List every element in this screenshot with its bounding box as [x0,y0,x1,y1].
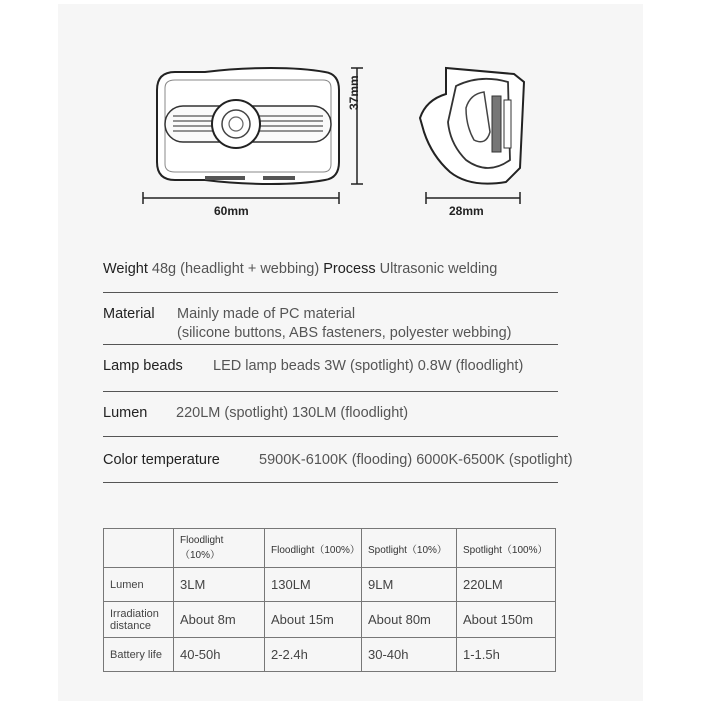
weight-label: Weight [103,261,148,277]
table-cell: About 15m [265,602,362,638]
table-cell: 40-50h [174,638,265,672]
height-dimension-label: 37mm [347,75,361,110]
row-label: Lumen [104,568,174,602]
table-cell: 220LM [457,568,556,602]
table-cell: About 150m [457,602,556,638]
material-value-line1: Mainly made of PC material [177,306,356,322]
spec-material [103,306,155,322]
process-value: Ultrasonic welding [379,261,498,277]
divider [103,292,558,293]
table-cell: 9LM [362,568,457,602]
table-cell: 2-2.4h [265,638,362,672]
spec-lamp-beads [103,358,183,374]
divider [103,482,558,483]
table-header-cell: Floodlight（10%） [174,529,265,568]
lumen-label: Lumen [103,405,148,421]
spec-lumen [103,405,147,421]
lamp-beads-value: LED lamp beads 3W (spotlight) 0.8W (floodlight) [213,358,524,374]
spec-weight-process [103,261,497,277]
headlight-front-view-drawing [135,60,375,230]
material-value-line2: (silicone buttons, ABS fasteners, polyester webbing) [177,325,512,341]
headlight-side-view-drawing [410,60,560,220]
table-header-cell [104,529,174,568]
process-label: Process [323,261,376,277]
color-temperature-value: 5900K-6100K (flooding) 6000K-6500K (spotlight) [259,452,573,468]
color-temperature-label: Color temperature [103,452,220,468]
table-cell: About 8m [174,602,265,638]
spec-color-temperature [103,452,220,468]
table-cell: 30-40h [362,638,457,672]
row-label: Battery life [104,638,174,672]
performance-table [103,528,556,672]
table-header-cell: Floodlight（100%） [265,529,362,568]
depth-dimension-label: 28mm [449,204,484,218]
lamp-beads-label: Lamp beads [103,358,183,374]
width-dimension-label: 60mm [214,204,249,218]
table-row [104,568,556,602]
table-cell: 3LM [174,568,265,602]
lumen-value: 220LM (spotlight) 130LM (floodlight) [176,405,409,421]
material-label: Material [103,306,155,322]
weight-value: 48g (headlight + webbing) [151,261,320,277]
table-header-row [104,529,556,568]
table-row [104,638,556,672]
table-cell: 1-1.5h [457,638,556,672]
table-cell: About 80m [362,602,457,638]
table-header-cell: Spotlight（100%） [457,529,556,568]
table-row [104,602,556,638]
table-header-cell: Spotlight（10%） [362,529,457,568]
row-label: Irradiation distance [104,602,174,638]
table-cell: 130LM [265,568,362,602]
divider [103,436,558,437]
divider [103,391,558,392]
divider [103,344,558,345]
